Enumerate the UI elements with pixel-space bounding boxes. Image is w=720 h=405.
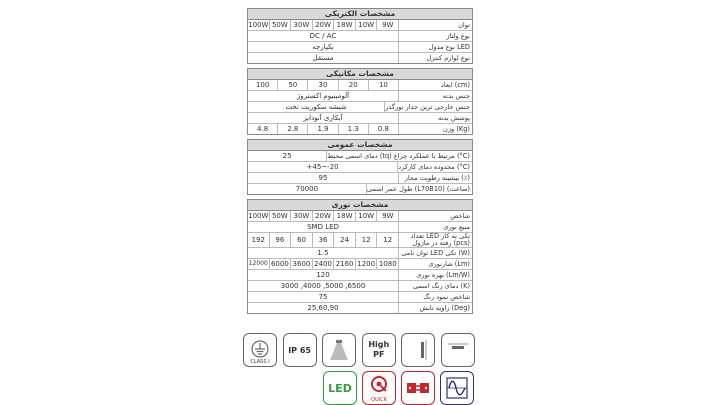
spec-value-cell: آبکاری آنودایز <box>303 114 343 122</box>
spec-row <box>248 281 472 292</box>
spec-value-cell: 4.8 <box>248 124 278 134</box>
spec-values <box>248 281 399 291</box>
spec-values <box>248 53 399 63</box>
spec-value-cell: 6000 <box>270 259 292 269</box>
high-pf-text: High PF <box>368 340 390 359</box>
badge-row-1 <box>243 333 475 367</box>
spec-label: بیشینه رطوبت مجاز (٪) <box>404 174 470 182</box>
spec-value-cell: 2.8 <box>278 124 308 134</box>
spec-value-cell: 70000 <box>295 185 319 193</box>
spec-row <box>248 80 472 91</box>
spec-row <box>248 184 472 194</box>
spec-label: نوع ولتاژ <box>446 32 470 40</box>
ceiling-mount-icon <box>446 338 470 362</box>
spec-value-cell: 30 <box>308 80 338 90</box>
spec-value-cell: 1.9 <box>308 124 338 134</box>
spec-value-cell: 20 <box>339 80 369 90</box>
connector-badge <box>401 371 435 405</box>
quick-caption: QUICK <box>371 397 387 403</box>
spec-values <box>248 162 398 172</box>
driver-wave-icon <box>445 376 469 400</box>
spec-values <box>248 211 399 221</box>
spec-value-cell: 10 <box>378 81 388 89</box>
spec-value-cell: 2400 <box>313 259 335 269</box>
spec-row <box>248 292 472 303</box>
spec-label: دمای رنگ اسمی (K) <box>413 282 470 290</box>
spec-row <box>248 151 472 162</box>
spec-row <box>248 270 472 281</box>
spec-label: زاویه تابش (Deg) <box>419 304 470 312</box>
electrical-section-title: مشخصات الکتریکی <box>248 9 472 20</box>
spec-values <box>248 259 399 269</box>
class-1-badge <box>243 333 277 367</box>
spec-row <box>248 162 472 173</box>
spec-value-cell: 50 <box>278 80 308 90</box>
general-section-title: مشخصات عمومی <box>248 140 472 151</box>
spec-label: شارنوری (Lm) <box>428 260 470 268</box>
spec-label: شاخص <box>450 212 470 220</box>
spec-label: توان <box>458 21 470 29</box>
spec-value-cell: 30W <box>291 20 313 30</box>
spec-values <box>248 80 399 90</box>
spec-values <box>248 102 385 112</box>
spec-value-cell: 9W <box>382 212 394 220</box>
spec-value-cell: 10W <box>356 20 378 30</box>
spec-value-cell: 20W <box>313 211 335 221</box>
spec-label: جنس خارجی ترین جدار نورگذر <box>385 103 470 111</box>
quick-connect-icon <box>369 375 389 395</box>
spec-value-cell: 12 <box>356 233 378 247</box>
surface-mount-icon <box>406 338 430 362</box>
spec-row <box>248 303 472 313</box>
optical-section-title: مشخصات نوری <box>248 200 472 211</box>
spec-values <box>248 173 399 183</box>
spec-label: ابعاد (cm) <box>440 81 470 89</box>
spec-values <box>248 151 327 161</box>
spec-label: توان نامی LED تکی (W) <box>401 249 470 257</box>
spec-row <box>248 102 472 113</box>
spec-value-cell: 96 <box>270 233 292 247</box>
spec-value-cell: یکپارچه <box>312 43 334 51</box>
spec-label: نوع مدول LED <box>428 43 470 51</box>
ip65-text: IP 65 <box>288 345 311 355</box>
spec-value-cell: 25 <box>282 152 292 160</box>
spec-value-cell: 18W <box>334 20 356 30</box>
spec-values <box>248 222 399 232</box>
spec-row <box>248 248 472 259</box>
spec-value-cell: 30W <box>291 211 313 221</box>
ip65-badge <box>283 333 317 367</box>
spec-values <box>248 303 399 313</box>
spec-row <box>248 53 472 63</box>
spec-value-cell: 60 <box>291 233 313 247</box>
spec-label: نوع لوازم کنترل <box>426 54 470 62</box>
spec-row <box>248 211 472 222</box>
spec-value-cell: 20W <box>313 20 335 30</box>
class-1-caption: CLASS I <box>250 359 270 365</box>
spec-sheet <box>247 8 473 318</box>
optical-specs-section <box>247 199 473 314</box>
spec-label: منبع نوری <box>443 223 470 231</box>
spec-row <box>248 20 472 31</box>
spec-label: طول عمر اسمی (L70B10) (ساعت) <box>366 185 470 193</box>
spec-row <box>248 42 472 53</box>
spec-label: شاخص نمود رنگ <box>423 293 470 301</box>
spec-row <box>248 31 472 42</box>
spec-label: تعداد LED تکی به کار رفته در ماژول (pcs) <box>410 232 470 247</box>
spec-value-cell: +45~-20 <box>306 163 339 171</box>
spec-value-cell: 12 <box>383 236 393 244</box>
spec-label: جنس بدنه <box>442 92 470 100</box>
electrical-specs-section <box>247 8 473 64</box>
spec-value-cell: 1200 <box>356 259 378 269</box>
led-badge <box>323 371 357 405</box>
badge-row-2-items <box>323 371 474 405</box>
spec-values <box>248 270 399 280</box>
spec-row <box>248 173 472 184</box>
spec-value-cell: 120 <box>316 271 330 279</box>
spec-value-cell: 18W <box>334 211 356 221</box>
surface-badge <box>401 333 435 367</box>
spec-value-cell: 9W <box>382 21 394 29</box>
high-pf-badge <box>362 333 396 367</box>
spec-value-cell: مستقل <box>312 54 334 62</box>
spec-row <box>248 259 472 270</box>
mechanical-specs-section <box>247 68 473 135</box>
spec-values <box>248 42 399 52</box>
quick-badge <box>362 371 396 405</box>
spec-label: محدوده دمای کارکرد (°C) <box>398 163 470 171</box>
spec-values <box>248 113 399 123</box>
led-text: LED <box>328 381 352 395</box>
spec-value-cell: DC / AC <box>309 32 337 40</box>
driver-badge <box>440 371 474 405</box>
spec-value-cell: 25,60,90 <box>307 304 339 312</box>
spec-value-cell: 100W <box>248 212 269 220</box>
spec-value-cell: 100W <box>248 21 269 29</box>
spec-value-cell: 1.5 <box>317 249 329 257</box>
spec-value-cell: 3000 ,4000 ,5000 ,6500 <box>280 282 366 290</box>
ceiling-badge <box>441 333 475 367</box>
spec-value-cell: آلومینیوم اکستروژ <box>296 92 350 100</box>
connector-icon <box>405 378 431 398</box>
spec-value-cell: 50W <box>270 211 292 221</box>
spec-value-cell: 3600 <box>291 259 313 269</box>
spec-value-cell: 50W <box>270 20 292 30</box>
spec-value-cell: 192 <box>248 233 270 247</box>
spec-value-cell: 0.8 <box>377 125 389 133</box>
spec-values <box>248 124 399 134</box>
mechanical-section-title: مشخصات مکانیکی <box>248 69 472 80</box>
spec-value-cell: 36 <box>313 233 335 247</box>
spec-values <box>248 292 399 302</box>
spec-value-cell: شیشه سکوریت تخت <box>285 103 347 111</box>
spec-value-cell: 12000 <box>248 260 268 267</box>
spec-values <box>248 184 367 194</box>
spec-label: پوشش بدنه <box>438 114 470 122</box>
general-specs-section <box>247 139 473 195</box>
spec-row <box>248 233 472 248</box>
spec-value-cell: 95 <box>318 174 328 182</box>
spec-value-cell: 100 <box>248 80 278 90</box>
spec-label: دمای اسمی محیط (tq) مرتبط با عملکرد چراغ (°C) <box>327 152 470 160</box>
spec-values <box>248 233 399 247</box>
spec-label: بهره نوری (Lm/W) <box>416 271 470 279</box>
spec-value-cell: 1080 <box>378 260 397 268</box>
spec-row <box>248 113 472 124</box>
spec-values <box>248 248 399 258</box>
spec-value-cell: 1.3 <box>339 124 369 134</box>
spec-label: وزن (Kg) <box>443 125 470 133</box>
spec-values <box>248 91 399 101</box>
spec-values <box>248 31 399 41</box>
ground-icon <box>250 340 270 360</box>
spec-value-cell: 10W <box>356 211 378 221</box>
spec-row <box>248 124 472 134</box>
spec-values <box>248 20 399 30</box>
light-beam-icon <box>327 338 351 362</box>
spec-value-cell: SMD LED <box>307 223 339 231</box>
spec-value-cell: 2160 <box>334 259 356 269</box>
spec-value-cell: 24 <box>334 233 356 247</box>
spec-value-cell: 75 <box>318 293 328 301</box>
beam-badge <box>322 333 356 367</box>
spec-row <box>248 91 472 102</box>
